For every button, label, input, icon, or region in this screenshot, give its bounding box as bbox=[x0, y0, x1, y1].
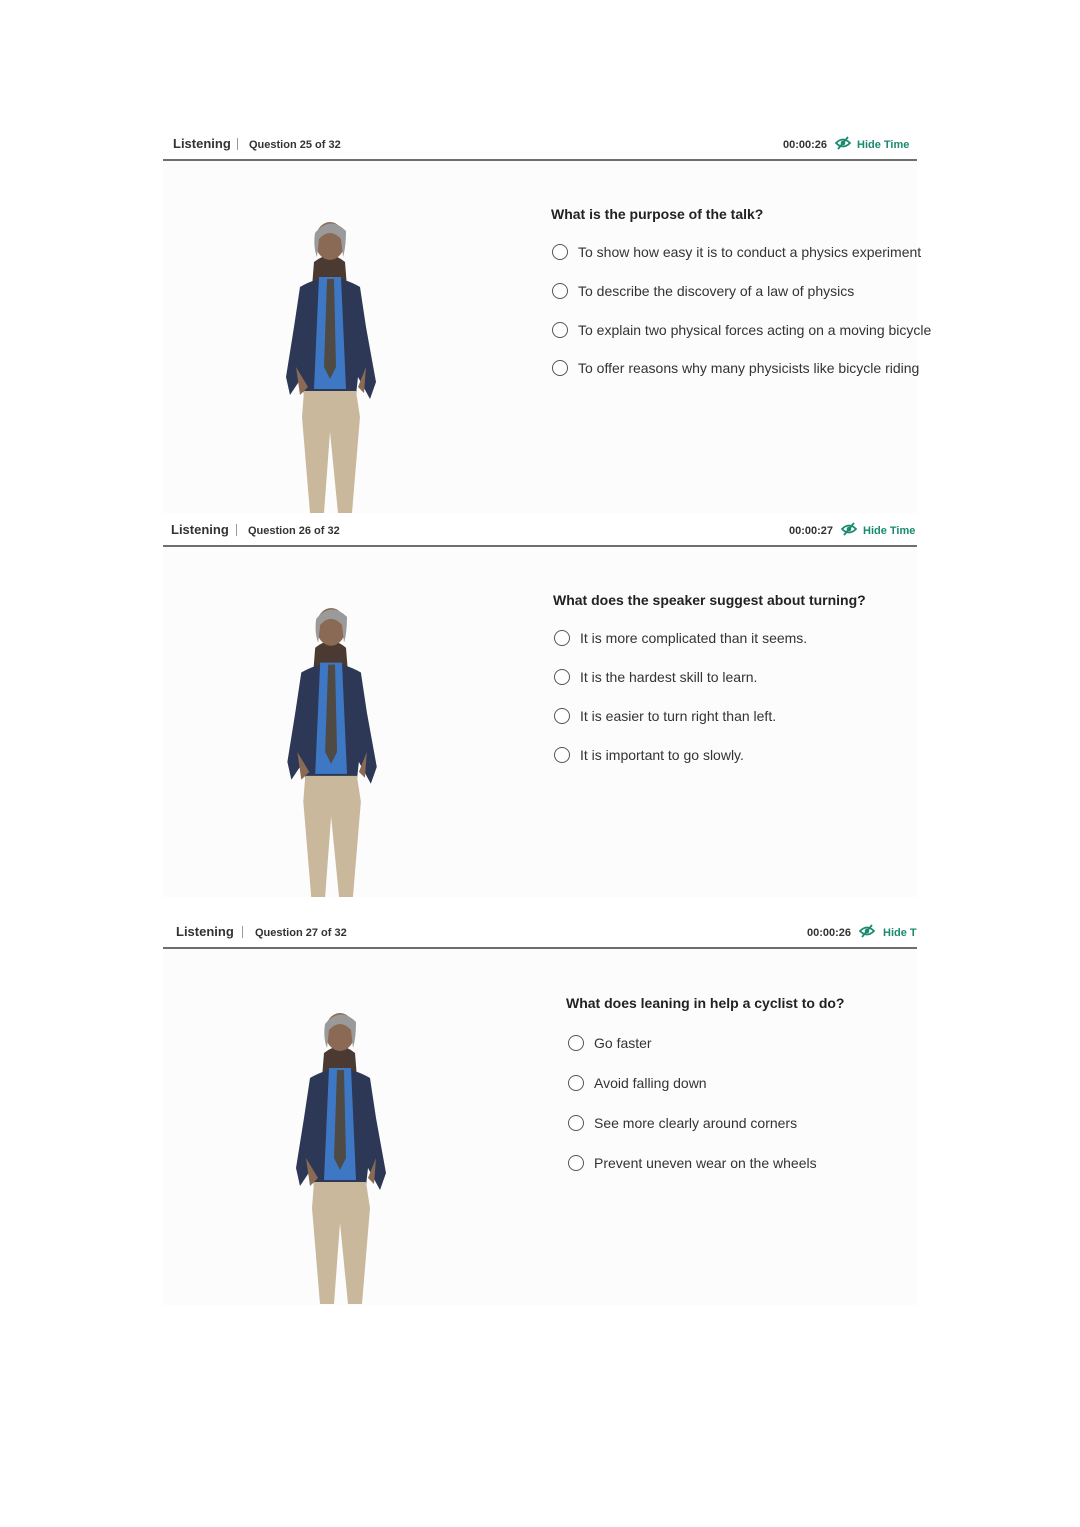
answer-option[interactable] bbox=[568, 1152, 817, 1174]
section-title: Listening bbox=[171, 522, 229, 537]
hide-time-button[interactable]: Hide Time bbox=[857, 139, 910, 151]
question-panel-26 bbox=[163, 519, 917, 897]
radio-button[interactable] bbox=[554, 669, 570, 685]
radio-button[interactable] bbox=[554, 708, 570, 724]
answer-option[interactable] bbox=[552, 357, 919, 379]
option-label: Avoid falling down bbox=[594, 1075, 707, 1091]
radio-button[interactable] bbox=[554, 747, 570, 763]
answer-option[interactable] bbox=[554, 627, 807, 649]
eye-slash-icon[interactable] bbox=[841, 522, 857, 536]
option-label: To offer reasons why many physicists like bicycle riding bbox=[578, 360, 920, 376]
answer-option[interactable] bbox=[568, 1112, 797, 1134]
timer: 00:00:26 bbox=[783, 139, 828, 151]
option-label: Prevent uneven wear on the wheels bbox=[594, 1155, 817, 1171]
hide-time-button[interactable]: Hide T bbox=[883, 927, 917, 939]
question-text: What is the purpose of the talk? bbox=[551, 206, 764, 222]
question-text: What does the speaker suggest about turning? bbox=[553, 592, 866, 608]
question-panel-27 bbox=[163, 921, 917, 1305]
radio-button[interactable] bbox=[568, 1075, 584, 1091]
panel-header bbox=[163, 133, 917, 161]
section-title: Listening bbox=[176, 924, 234, 939]
panel-header bbox=[163, 519, 917, 547]
timer: 00:00:26 bbox=[807, 927, 852, 939]
question-text: What does leaning in help a cyclist to do? bbox=[566, 995, 845, 1011]
panel-header bbox=[163, 921, 917, 949]
radio-button[interactable] bbox=[554, 630, 570, 646]
question-counter: Question 27 of 32 bbox=[255, 927, 347, 939]
radio-button[interactable] bbox=[552, 283, 568, 299]
option-label: To show how easy it is to conduct a physics experiment bbox=[578, 244, 922, 260]
question-counter: Question 26 of 32 bbox=[248, 525, 340, 537]
header-separator bbox=[236, 524, 237, 536]
option-label: It is easier to turn right than left. bbox=[580, 708, 777, 724]
hide-time-button[interactable]: Hide Time bbox=[863, 525, 916, 537]
option-label: It is the hardest skill to learn. bbox=[580, 669, 758, 685]
speaker-image bbox=[287, 603, 402, 897]
radio-button[interactable] bbox=[568, 1035, 584, 1051]
answer-option[interactable] bbox=[554, 705, 776, 727]
answer-option[interactable] bbox=[568, 1072, 707, 1094]
header-separator bbox=[237, 138, 238, 150]
radio-button[interactable] bbox=[552, 244, 568, 260]
option-label: See more clearly around corners bbox=[594, 1115, 798, 1131]
eye-slash-icon[interactable] bbox=[835, 136, 851, 150]
answer-option[interactable] bbox=[554, 744, 744, 766]
timer: 00:00:27 bbox=[789, 525, 834, 537]
radio-button[interactable] bbox=[568, 1155, 584, 1171]
answer-option[interactable] bbox=[552, 280, 854, 302]
option-label: Go faster bbox=[594, 1035, 652, 1051]
answer-option[interactable] bbox=[554, 666, 757, 688]
answer-option[interactable] bbox=[552, 319, 931, 341]
option-label: To explain two physical forces acting on a moving bicycle bbox=[578, 322, 932, 338]
radio-button[interactable] bbox=[552, 360, 568, 376]
option-label: It is more complicated than it seems. bbox=[580, 630, 808, 646]
answer-option[interactable] bbox=[568, 1032, 652, 1054]
radio-button[interactable] bbox=[568, 1115, 584, 1131]
answer-option[interactable] bbox=[552, 241, 921, 263]
speaker-image bbox=[296, 1007, 411, 1305]
speaker-image bbox=[286, 217, 401, 513]
question-counter: Question 25 of 32 bbox=[249, 139, 341, 151]
question-panel-25 bbox=[163, 133, 932, 513]
radio-button[interactable] bbox=[552, 322, 568, 338]
eye-slash-icon[interactable] bbox=[859, 924, 875, 938]
option-label: It is important to go slowly. bbox=[580, 747, 744, 763]
header-separator bbox=[242, 926, 243, 938]
section-title: Listening bbox=[173, 136, 231, 151]
option-label: To describe the discovery of a law of physics bbox=[578, 283, 855, 299]
